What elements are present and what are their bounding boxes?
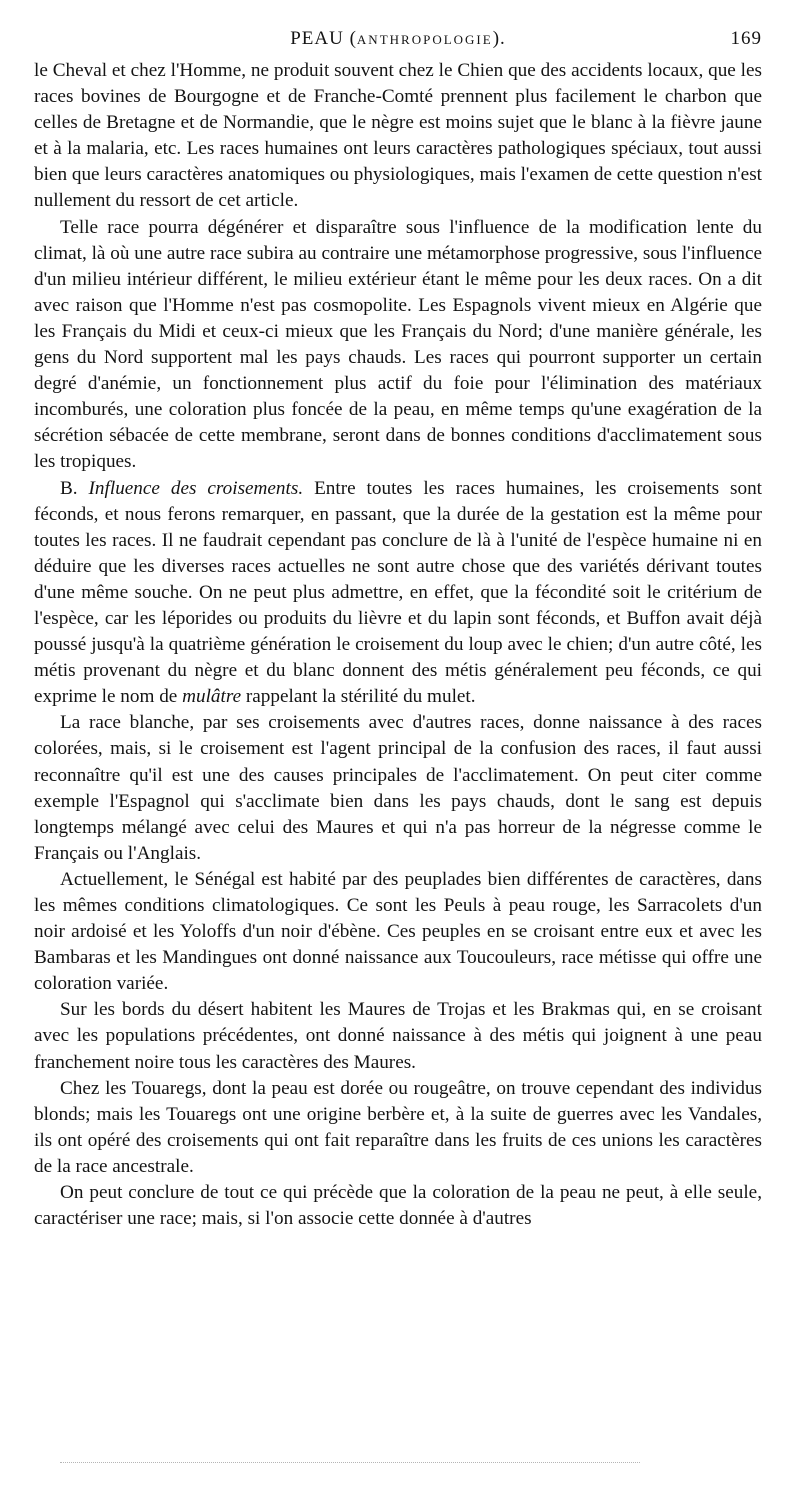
- paragraph-4: La race blanche, par ses croisements avec d'autres races, donne naissance à des races colorées, mais, si le croisement est l'agent principal de la confusion des races, il faut aussi reconnaître qu'il est une des causes principales de l'acclimatement. On peut citer comme exemple l'Espagnol qui s'acclimate bien dans les pays chauds, dont le sang est depuis longtemps mélangé avec celui des Maures et qui n'a pas horreur de la négresse comme le Français ou l'Anglais.: [34, 712, 762, 864]
- paragraph-6: Sur les bords du désert habitent les Maures de Trojas et les Brakmas qui, en se croisant avec les populations précédentes, ont donné naissance à des métis qui joignent à une peau franchement noire tous les caractères des Maures.: [34, 999, 762, 1073]
- paragraph-7: Chez les Touaregs, dont la peau est dorée ou rougeâtre, on trouve cependant des individus blonds; mais les Touaregs ont une origine berbère et, à la suite de guerres avec les Vandales, ils ont opéré des croisements qui ont fait reparaître dans les fruits de ces unions les caractères de la race ancestrale.: [34, 1077, 762, 1177]
- italic-term: mulâtre: [182, 686, 242, 708]
- page-header: [34, 28, 762, 58]
- running-title-main: PEAU (: [290, 28, 357, 49]
- article-body: [34, 58, 762, 1232]
- page-number: 169: [730, 28, 762, 49]
- bleed-through-rule: [60, 1462, 640, 1463]
- running-title-end: ).: [492, 28, 506, 49]
- paragraph-8: On peut conclure de tout ce qui précède que la coloration de la peau ne peut, à elle seule, caractériser une race; mais, si l'on associe cette donnée à d'autres: [34, 1182, 762, 1230]
- running-title: [34, 28, 762, 50]
- section-heading: Influence des croisements.: [88, 477, 304, 499]
- paragraph-3: [34, 476, 762, 711]
- paragraph-1: le Cheval et chez l'Homme, ne produit souvent chez le Chien que des accidents locaux, que les races bovines de Bourgogne et de Franche-Comté prennent plus facilement le charbon que celles de Bretagne et de Normandie, que le nègre est moins sujet que le blanc à la fièvre jaune et à la malaria, etc. Les races humaines ont leurs caractères pathologiques spéciaux, tout aussi bien que leurs caractères anatomiques ou physiologiques, mais l'examen de cette question n'est nullement du ressort de cet article.: [34, 60, 762, 212]
- document-page: [34, 28, 762, 1232]
- paragraph-3-text: Entre toutes les races humaines, les croisements sont féconds, et nous ferons remarquer, en passant, que la durée de la gestation est la même pour toutes les races. Il ne faudrait cependant pas conclure de là à l'unité de l'espèce humaine ni en déduire que les diverses races actuelles ne sont autre chose que des variétés dérivant toutes d'une même souche. On ne peut plus admettre, en effet, que la fécondité soit le critérium de l'espèce, car les léporides ou produits du lièvre et du lapin sont féconds, et Buffon avait déjà poussé jusqu'à la quatrième génération le croisement du loup avec le chien; d'un autre côté, les métis provenant du nègre et du blanc donnent des métis généralement peu féconds, ce qui exprime le nom de: [34, 477, 762, 708]
- paragraph-2: Telle race pourra dégénérer et disparaître sous l'influence de la modification lente du climat, là où une autre race subira au contraire une métamorphose progressive, sous l'influence d'un milieu intérieur différent, le milieu extérieur étant le même pour les deux races. On a dit avec raison que l'Homme n'est pas cosmopolite. Les Espagnols vivent mieux en Algérie que les Français du Midi et ceux-ci mieux que les Français du Nord; d'une manière générale, les gens du Nord supportent mal les pays chauds. Les races qui pourront supporter un certain degré d'anémie, un fonctionnement plus actif du foie pour l'élimination des matériaux incomburés, une coloration plus foncée de la peau, en même temps qu'une exagération de la sécrétion sébacée de cette membrane, seront dans de bonnes conditions d'acclimatement sous les tropiques.: [34, 216, 762, 473]
- paragraph-5: Actuellement, le Sénégal est habité par des peuplades bien différentes de caractères, dans les mêmes conditions climatologiques. Ce sont les Peuls à peau rouge, les Sarracolets d'un noir ardoisé et les Yoloffs d'un noir d'ébène. Ces peuples en se croisant entre eux et avec les Bambaras et les Mandingues ont donné naissance aux Toucouleurs, race métisse qui offre une coloration variée.: [34, 868, 762, 995]
- running-title-subject: ANTHROPOLOGIE: [356, 32, 493, 47]
- section-label: B.: [60, 477, 78, 499]
- paragraph-3-end: rappelant la stérilité du mulet.: [245, 686, 476, 708]
